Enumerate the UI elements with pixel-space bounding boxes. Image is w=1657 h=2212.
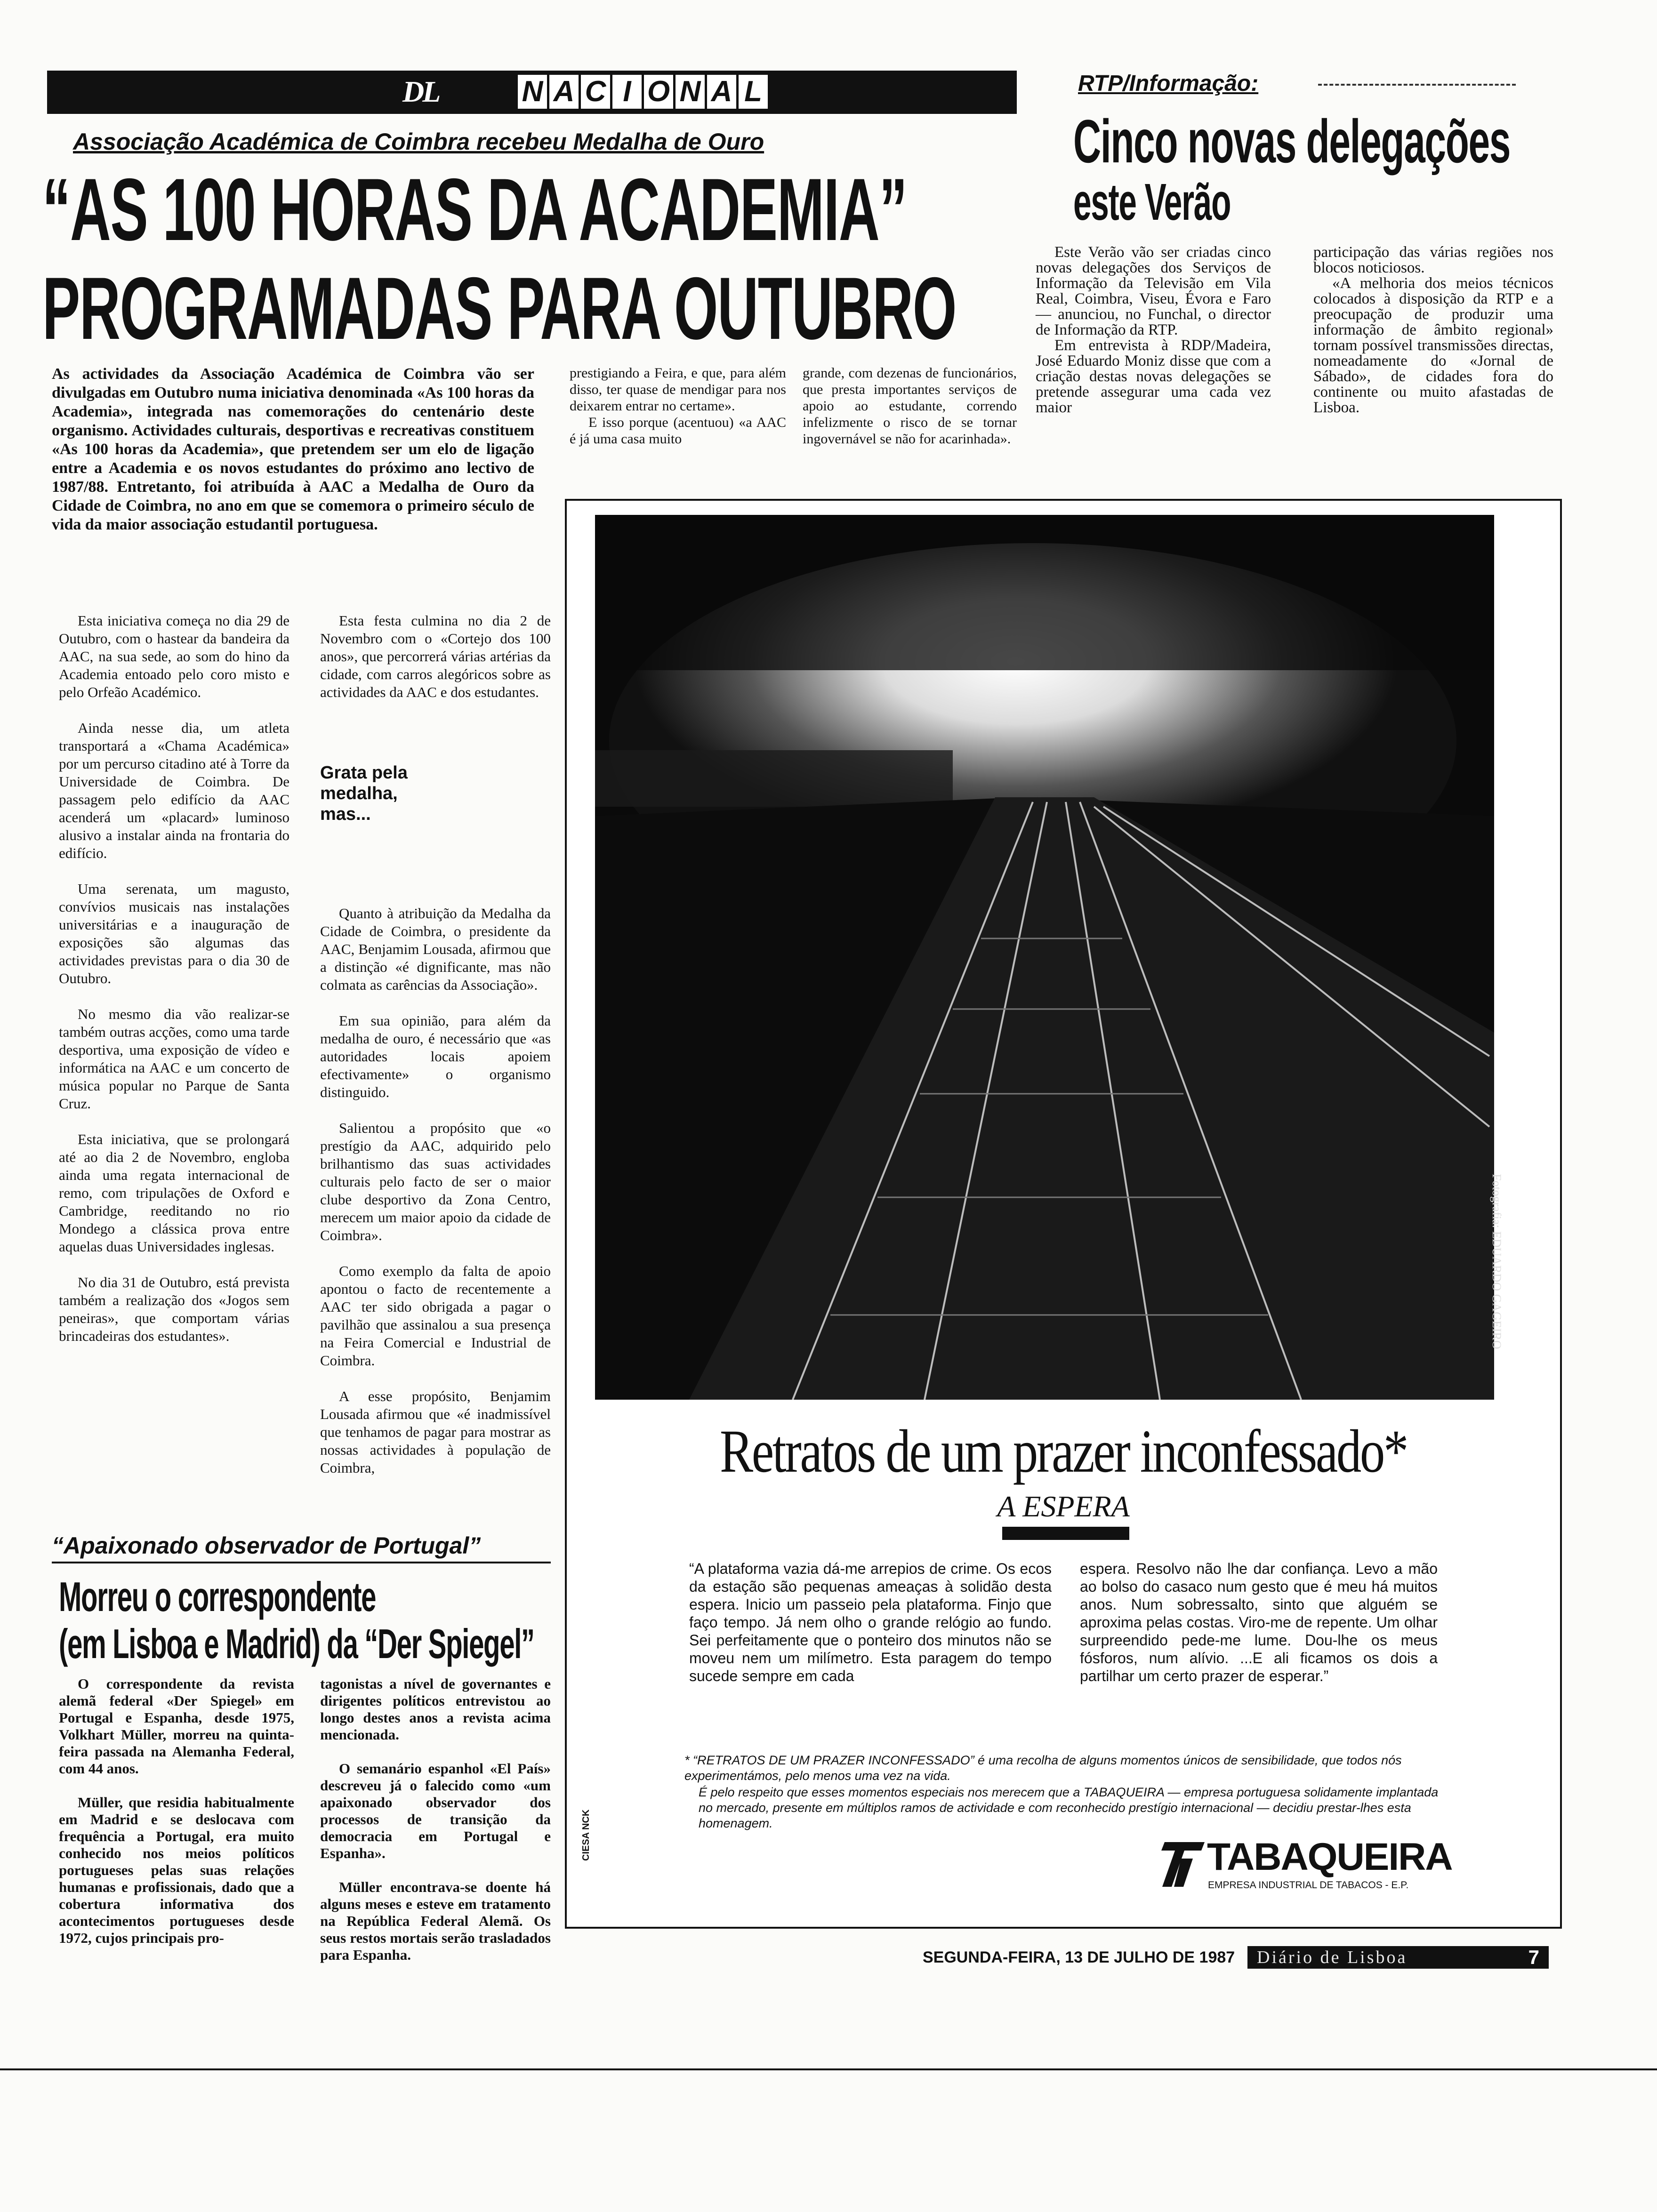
paragraph: No dia 31 de Outubro, está prevista também a realização dos «Jogos sem peneiras», que comportam várias brincadeiras dos estudantes».	[59, 1274, 290, 1344]
spiegel-headline-line2: (em Lisboa e Madrid) da “Der Spiegel”	[59, 1620, 534, 1667]
paragraph: grande, com dezenas de funcionários, que presta importantes serviços de apoio ao estudante, correndo infelizmente o risco de se tornar ingovernável se não for acarinhada».	[803, 365, 1017, 447]
paragraph: participação das várias regiões nos blocos noticiosos.	[1313, 244, 1553, 276]
footer-paper-name: Diário de Lisboa	[1257, 1948, 1408, 1967]
ad-title: Retratos de um prazer inconfessado*	[720, 1418, 1407, 1485]
paragraph: O semanário espanhol «El País» descreveu já o falecido como «um apaixonado observador dos processos de transição da democracia em Portugal e Espanha».	[320, 1760, 551, 1861]
spiegel-kicker: “Apaixonado observador de Portugal”	[52, 1532, 481, 1559]
paragraph: Müller, que residia habitualmente em Madrid e se deslocava com frequência a Portugal, era muito conhecido nos meios políticos portugueses pelas suas relações humanas e profissionais, dado que a cobertura informativa dos acontecimentos portugueses desde 1972, cujos principais pro-	[59, 1794, 294, 1946]
subhead: Grata pela medalha, mas...	[320, 763, 408, 824]
paragraph: A esse propósito, Benjamim Lousada afirmou que «é inadmissível que tenhamos de pagar para mostrar as nossas actividades à população de Coimbra,	[320, 1388, 551, 1476]
paragraph: No mesmo dia vão realizar-se também outras acções, como uma tarde desportiva, uma exposição de vídeo e informática na AAC e um concerto de música popular no Parque de Santa Cruz.	[59, 1006, 290, 1112]
paragraph: Em entrevista à RDP/Madeira, José Eduardo Moniz disse que com a criação destas novas delegações se pretende assegurar uma cada vez maior	[1036, 337, 1271, 416]
page-bottom-rule	[0, 2068, 1657, 2070]
paragraph: O correspondente da revista alemã federal «Der Spiegel» em Portugal e Espanha, desde 1975, Volkhart Müller, morreu na quinta-feira passada na Alemanha Federal, com 44 anos.	[59, 1675, 294, 1777]
paragraph: tagonistas a nível de governantes e dirigentes políticos entrevistou ao longo destes anos a revista acima mencionada.	[320, 1675, 551, 1743]
section-banner	[47, 71, 1017, 114]
section-letter: C	[579, 72, 612, 111]
paragraph: Esta iniciativa começa no dia 29 de Outubro, com o hastear da bandeira da AAC, na sua sede, ao som do hino da Academia entoado pelo coro misto e pelo Orfeão Académico.	[59, 612, 290, 700]
section-letter: A	[705, 72, 739, 111]
rtp-col1	[1036, 245, 1271, 416]
section-name-boxes	[518, 72, 770, 111]
paragraph: Ainda nesse dia, um atleta transportará a «Chama Académica» por um percurso citadino até à Torre da Universidade de Coimbra. De passagem pelo edifício da AAC acenderá um «placard» luminoso alusivo a instalar ainda na frontaria do edifício.	[59, 720, 290, 861]
paper-logo: DL	[402, 75, 439, 108]
ad-subtitle-bar	[1002, 1527, 1129, 1540]
rtp-headline-line2: este Verão	[1073, 173, 1231, 231]
section-letter: N	[515, 72, 549, 111]
main-kicker: Associação Académica de Coimbra recebeu Medalha de Ouro	[73, 128, 764, 155]
ad-footnote1: * “RETRATOS DE UM PRAZER INCONFESSADO” é uma recolha de alguns momentos únicos de sensibilidade, que todos nós experimentámos, pelo menos uma vez na vida.	[684, 1753, 1402, 1783]
main-lead: As actividades da Associação Académica de Coimbra vão ser divulgadas em Outubro numa iniciativa denominada «As 100 horas da Academia», integrada nas comemorações do centenário deste organismo. Actividades culturais, desportivas e recreativas constituem «As 100 horas da Academia», que pretendem ser um elo de ligação entre a Academia e os novos estudantes do próximo ano lectivo de 1987/88. Entretanto, foi atribuída à AAC a Medalha de Ouro da Cidade de Coimbra, no ano em que se comemora o primeiro século de vida da maior associação estudantil portuguesa.	[52, 365, 534, 533]
main-headline-line2: PROGRAMADAS PARA OUTUBRO	[42, 259, 957, 358]
platform-canopy	[595, 515, 1494, 670]
main-headline-line1: “AS 100 HORAS DA ACADEMIA”	[42, 160, 907, 259]
train-silhouette	[595, 750, 953, 807]
tabaqueira-logo-icon	[1155, 1837, 1207, 1889]
ad-agency: CIESA NCK	[581, 1809, 591, 1861]
paragraph: Salientou a propósito que «o prestígio da AAC, adquirido pelo brilhantismo das suas actividades culturais pelo facto de ser o maior clube desportivo da Zona Centro, merecem um maior apoio da cidade de Coimbra».	[320, 1120, 551, 1243]
spiegel-kicker-rule	[52, 1562, 551, 1563]
section-letter: O	[642, 72, 676, 111]
rtp-kicker-rule	[1318, 84, 1516, 86]
ad-frame	[565, 499, 1562, 1929]
paragraph: «A melhoria dos meios técnicos colocados à disposição da RTP e a preocupação de produzir uma informação de âmbito regional» tornam possível transmissões directas, nomeadamente do «Jornal de Sábado», de cidades fora do continente ou muito afastadas de Lisboa.	[1313, 275, 1553, 416]
ad-photo	[595, 515, 1494, 1400]
brand-name: TABAQUEIRA	[1207, 1835, 1452, 1878]
ad-text-col2: espera. Resolvo não lhe dar confiança. Levo a mão ao bolso do casaco num gesto que é meu há muitos anos. Num sobressalto, sinto que alguém se aproxima pelas costas. Viro-me de repente. Um olhar surpreendido pede-me lume. Dou-lhe os meus fósforos, num alívio. ...E ali ficamos os dois a partilhar um certo prazer de esperar.”	[1080, 1560, 1438, 1684]
footer-date: SEGUNDA-FEIRA, 13 DE JULHO DE 1987	[923, 1948, 1235, 1966]
paragraph: Este Verão vão ser criadas cinco novas delegações dos Serviços de Informação da Televisão em Vila Real, Coimbra, Viseu, Évora e Faro — anunciou, no Funchal, o director de Informação da RTP.	[1036, 244, 1271, 338]
photo-credit: Fotografia: EDUARDO GAGEIRO	[1490, 1174, 1504, 1349]
paragraph: Uma serenata, um magusto, convívios musicais nas instalações universitárias e a inauguração de exposições são algumas das actividades previstas para o dia 30 de Outubro.	[59, 881, 290, 986]
footer-page-number: 7	[1528, 1946, 1539, 1968]
paragraph: Como exemplo da falta de apoio apontou o facto de recentemente a AAC ter sido obrigada a pagar o pavilhão que assinalou a sua presença na Feira Comercial e Industrial de Coimbra.	[320, 1263, 551, 1369]
main-col1	[59, 612, 290, 1363]
main-col2	[320, 612, 551, 1495]
paragraph: Müller encontrava-se doente há alguns meses e esteve em tratamento na República Federal Alemã. Os seus restos mortais serão trasladados para Espanha.	[320, 1879, 551, 1963]
main-col3	[570, 365, 786, 447]
ad-text-col1: “A plataforma vazia dá-me arrepios de crime. Os ecos da estação são pequenas ameaças à solidão desta espera. Inicio um passeio pela plataforma. Finjo que faço tempo. Já nem olho o grande relógio ao fundo. Sei perfeitamente que o ponteiro dos minutos não se moveu nem um milímetro. Esta paragem do tempo sucede sempre em cada	[689, 1560, 1052, 1684]
brand-tagline: EMPRESA INDUSTRIAL DE TABACOS - E.P.	[1208, 1880, 1409, 1891]
ad-subtitle: A ESPERA	[997, 1490, 1130, 1523]
spiegel-headline-line1: Morreu o correspondente	[59, 1573, 376, 1620]
paragraph: Esta iniciativa, que se prolongará até ao dia 2 de Novembro, engloba ainda uma regata internacional de remo, com tripulações de Oxford e Cambridge, reeditando no rio Mondego a clássica prova entre aquelas duas Universidades inglesas.	[59, 1131, 290, 1255]
spiegel-col1	[59, 1675, 294, 1964]
rtp-headline-line1: Cinco novas delegações	[1073, 107, 1511, 176]
section-letter: L	[736, 72, 770, 111]
rtp-kicker: RTP/Informação:	[1078, 71, 1259, 96]
section-letter: A	[547, 72, 581, 111]
paragraph: Quanto à atribuição da Medalha da Cidade de Coimbra, o presidente da AAC, Benjamim Lousada, afirmou que a distinção «é dignificante, mas não colmata as carências da Associação».	[320, 905, 551, 993]
section-letter: N	[673, 72, 707, 111]
spiegel-col2	[320, 1675, 551, 1981]
footer-paper-bar	[1247, 1946, 1549, 1969]
paragraph: Esta festa culmina no dia 2 de Novembro com o «Cortejo dos 100 anos», que percorrerá várias artérias da cidade, com carros alegóricos sobre as actividades da AAC e dos estudantes.	[320, 612, 551, 700]
paragraph: Em sua opinião, para além da medalha de ouro, é necessário que «as autoridades locais apoiem efectivamente» o organismo distinguido.	[320, 1012, 551, 1100]
paragraph: prestigiando a Feira, e que, para além disso, ter quase de mendigar para nos deixarem entrar no certame».	[570, 365, 786, 414]
paragraph: E isso porque (acentuou) «a AAC é já uma casa muito	[570, 415, 786, 447]
main-col4	[803, 365, 1017, 447]
section-letter: I	[610, 72, 644, 111]
rtp-col2	[1313, 245, 1553, 416]
ad-footnote2: É pelo respeito que esses momentos especiais nos merecem que a TABAQUEIRA — empresa portuguesa solidamente implantada no mercado, presente em múltiplos ramos de actividade e com reconhecido prestígio internacional — decidiu prestar-lhes esta homenagem.	[699, 1785, 1439, 1830]
